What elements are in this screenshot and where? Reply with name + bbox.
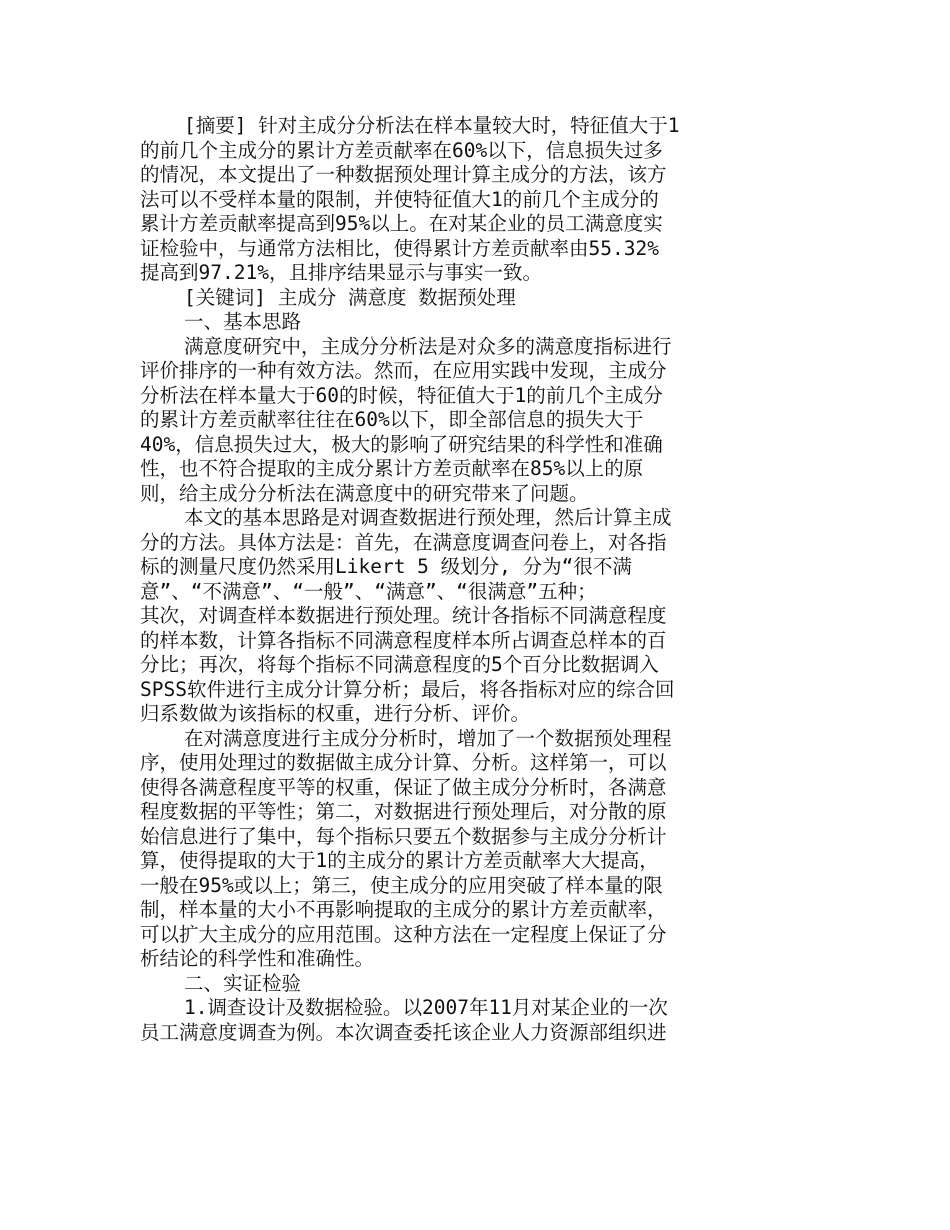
section-heading-2: 二、实证检验 (184, 971, 302, 995)
section-heading-1: 一、基本思路 (184, 310, 302, 333)
paragraph-line: 可以扩大主成分的应用范围。这种方法在一定程度上保证了分 (140, 922, 667, 946)
paragraph-2 (140, 506, 744, 727)
abstract-paragraph (140, 114, 744, 286)
paragraph-line: 序，使用处理过的数据做主成分计算、分析。这样第一，可以 (140, 751, 667, 774)
paragraph-line: 在对满意度进行主成分分析时，增加了一个数据预处理程 (184, 726, 672, 750)
abstract-line: 证检验中，与通常方法相比，使得累计方差贡献率由55.32% (140, 236, 659, 260)
paragraph-4 (140, 996, 744, 1045)
paragraph-line: 一般在95%或以上；第三，使主成分的应用突破了样本量的限 (140, 873, 663, 897)
paragraph-line: 评价排序的一种有效方法。然而，在应用实践中发现，主成分 (140, 359, 667, 382)
abstract-line: 提高到97.21%，且排序结果显示与事实一致。 (140, 261, 542, 284)
paragraph-line: 意”、“不满意”、“一般”、“满意”、“很满意”五种； (140, 579, 597, 603)
abstract-line: 的情况，本文提出了一种数据预处理计算主成分的方法，该方 (140, 163, 667, 186)
paragraph-1 (140, 335, 744, 507)
paragraph-line: 员工满意度调查为例。本次调查委托该企业人力资源部组织进 (140, 1020, 667, 1044)
paragraph-line: SPSS软件进行主成分计算分析；最后，将各指标对应的综合回 (140, 677, 675, 701)
paragraph-line: 的样本数，计算各指标不同满意程度样本所占调查总样本的百 (140, 628, 667, 652)
paragraph-line: 本文的基本思路是对调查数据进行预处理，然后计算主成 (184, 506, 672, 529)
paragraph-3 (140, 727, 744, 972)
paragraph-line: 1.调查设计及数据检验。以2007年11月对某企业的一次 (184, 996, 668, 1019)
paragraph-line: 使得各满意程度平等的权重，保证了做主成分分析时，各满意 (140, 775, 667, 799)
paragraph-line: 40%，信息损失过大，极大的影响了研究结果的科学性和准确 (140, 432, 663, 456)
abstract-line: 累计方差贡献率提高到95%以上。在对某企业的员工满意度实 (140, 212, 663, 235)
abstract-line: 的前几个主成分的累计方差贡献率在60%以下，信息损失过多 (140, 138, 663, 162)
paragraph-line: 算，使得提取的大于1的主成分的累计方差贡献率大大提高， (140, 849, 659, 872)
paragraph-line: 则，给主成分分析法在满意度中的研究带来了问题。 (140, 481, 589, 505)
document-body (140, 114, 744, 1045)
paragraph-line: 分的方法。具体方法是：首先，在满意度调查问卷上，对各指 (140, 530, 667, 554)
keywords-line: [关键词] 主成分 满意度 数据预处理 (184, 285, 516, 309)
paragraph-line: 分比；再次，将每个指标不同满意程度的5个百分比数据调入 (140, 653, 659, 676)
paragraph-line: 其次，对调查样本数据进行预处理。统计各指标不同满意程度 (140, 604, 667, 627)
paragraph-line: 标的测量尺度仍然采用Likert 5 级划分, 分为“很不满 (140, 555, 632, 578)
abstract-line: [摘要] 针对主成分分析法在样本量较大时，特征值大于1 (184, 114, 680, 137)
paragraph-line: 满意度研究中，主成分分析法是对众多的满意度指标进行 (184, 334, 672, 358)
paragraph-line: 分析法在样本量大于60的时候，特征值大于1的前几个主成分 (140, 383, 663, 407)
abstract-line: 法可以不受样本量的限制，并使特征值大1的前几个主成分的 (140, 187, 659, 211)
paragraph-line: 归系数做为该指标的权重，进行分析、评价。 (140, 702, 531, 725)
paragraph-line: 性，也不符合提取的主成分累计方差贡献率在85%以上的原 (140, 457, 644, 480)
paragraph-line: 程度数据的平等性；第二，对数据进行预处理后，对分散的原 (140, 800, 667, 823)
paragraph-line: 析结论的科学性和准确性。 (140, 947, 375, 970)
paragraph-line: 的累计方差贡献率往往在60%以下，即全部信息的损失大于 (140, 408, 644, 431)
paragraph-line: 制，样本量的大小不再影响提取的主成分的累计方差贡献率， (140, 898, 667, 921)
paragraph-line: 始信息进行了集中，每个指标只要五个数据参与主成分分析计 (140, 824, 667, 848)
